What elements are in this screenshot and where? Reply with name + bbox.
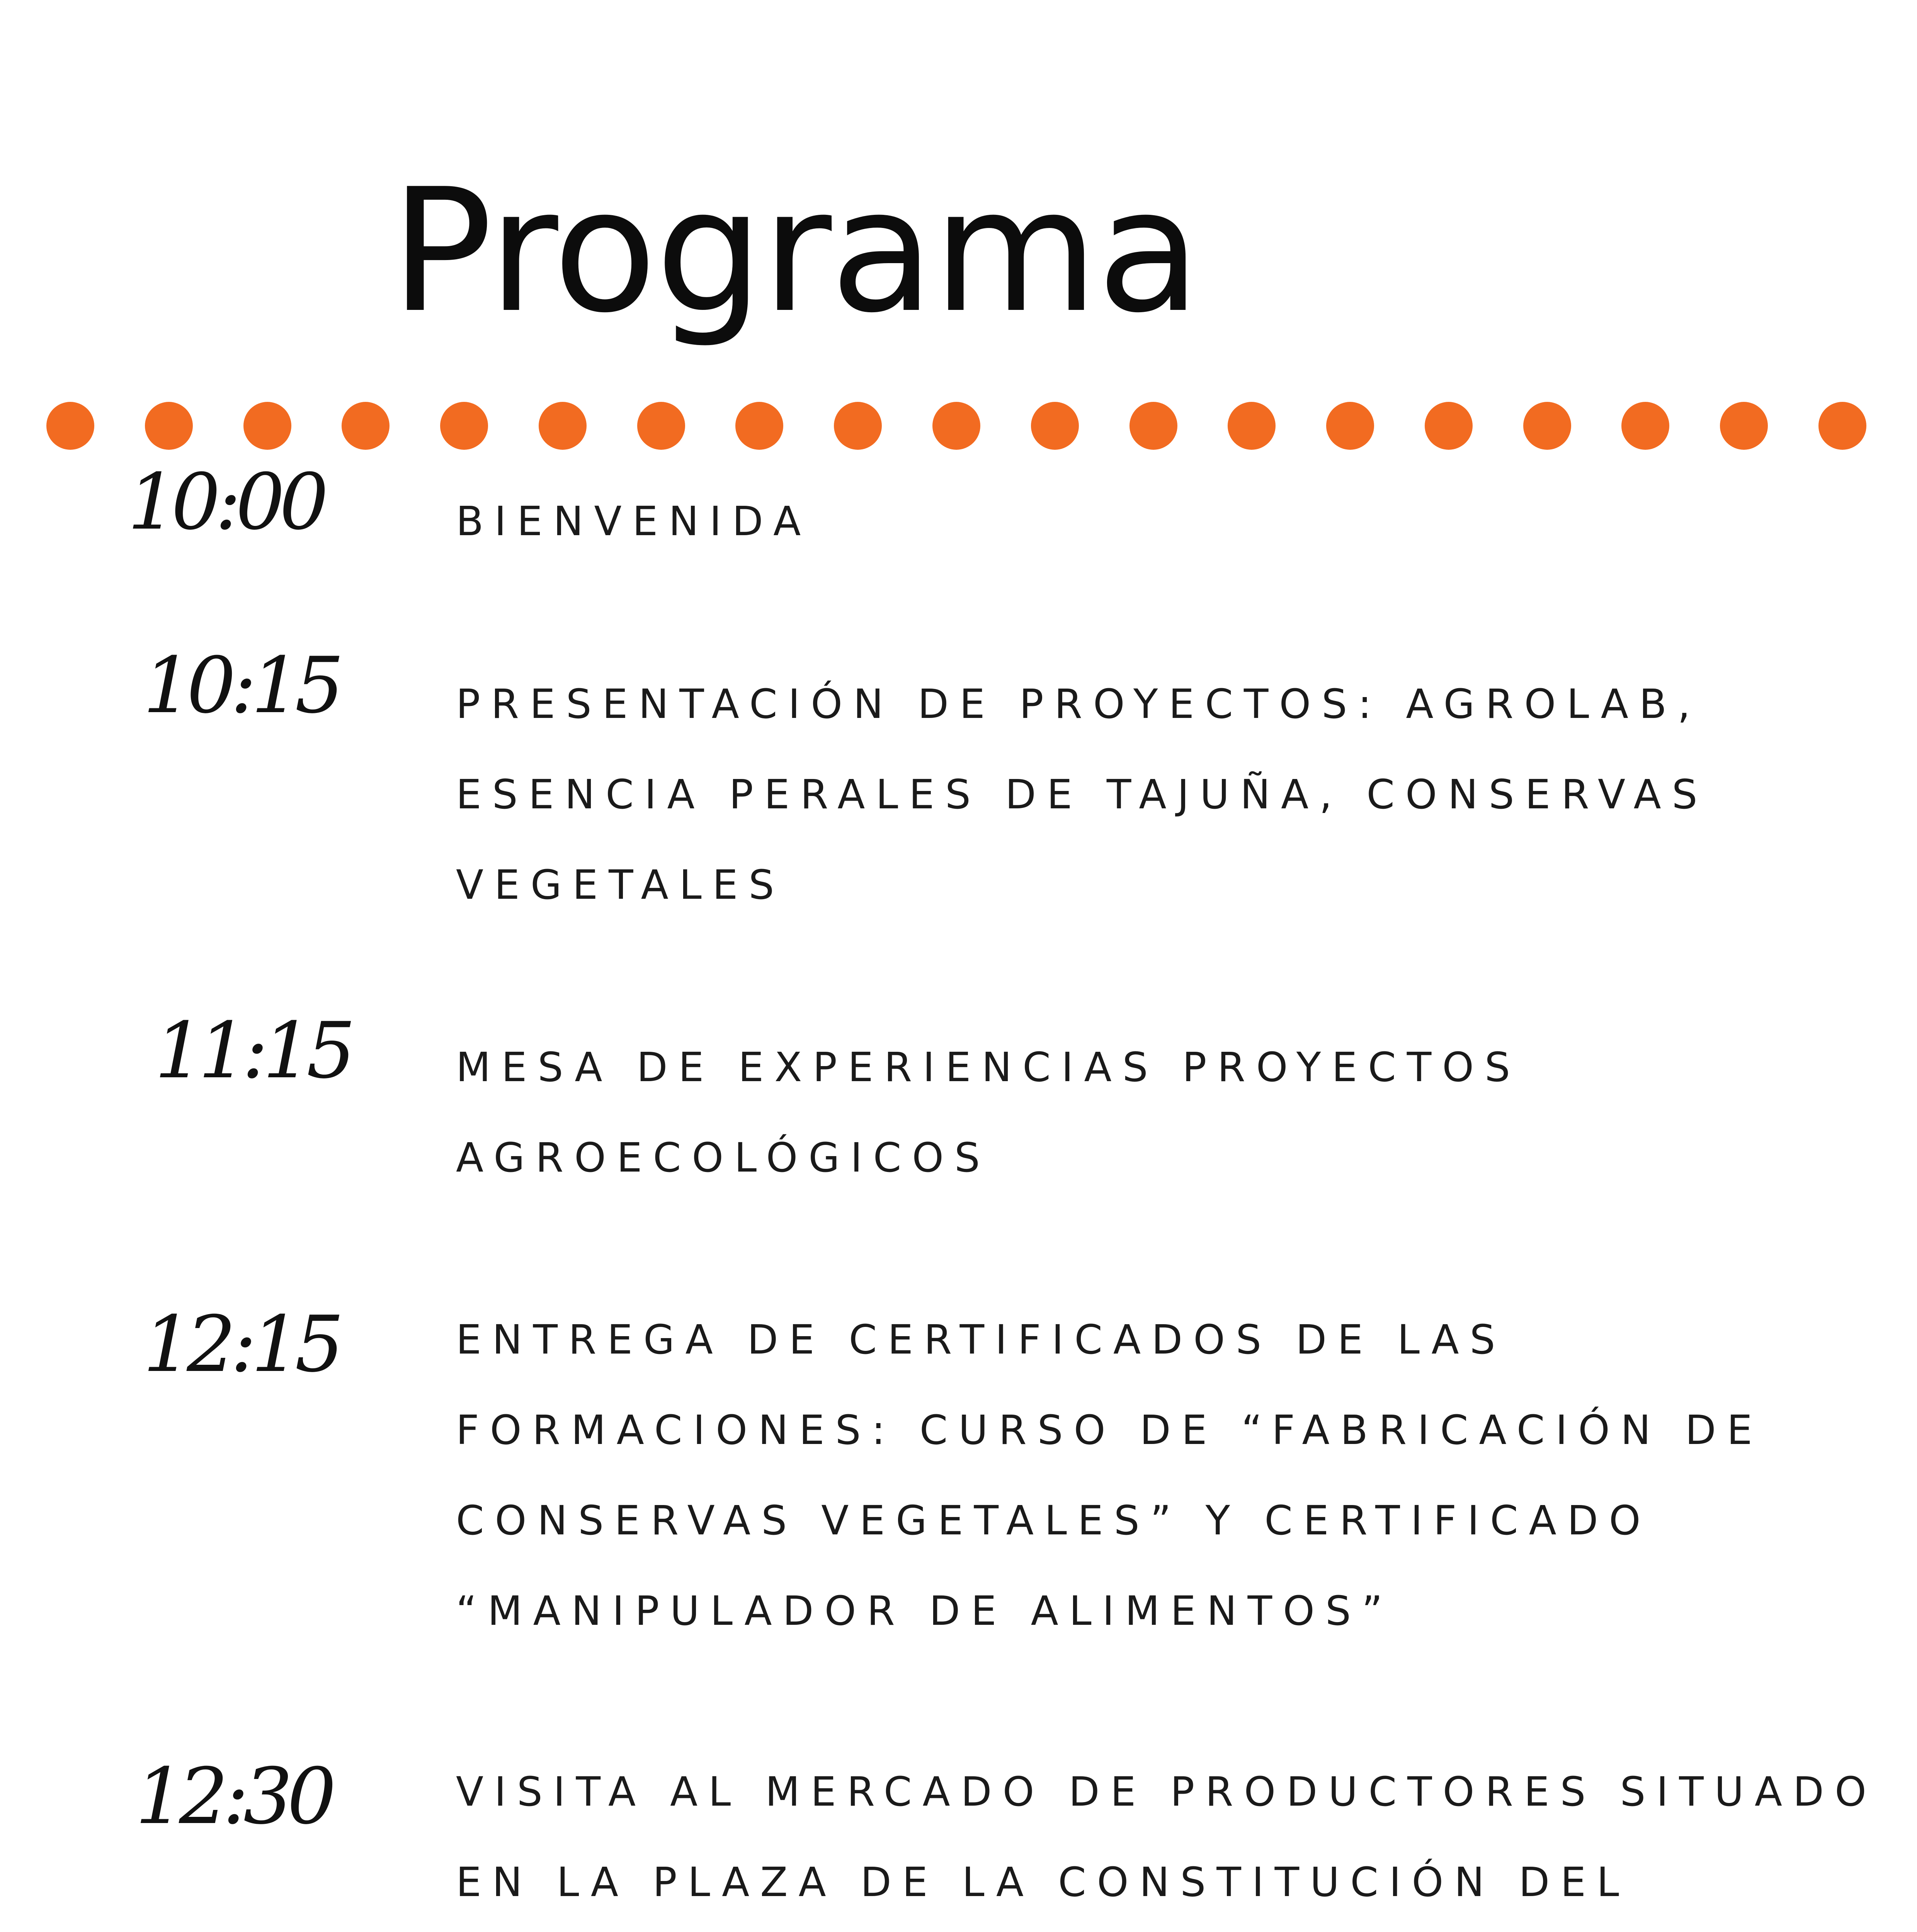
schedule-description xyxy=(456,1294,1763,1656)
divider-dot xyxy=(932,402,980,450)
divider-dot xyxy=(539,402,587,450)
description-line: ENTREGA DE CERTIFICADOS DE LAS xyxy=(456,1316,1506,1363)
schedule-description xyxy=(456,659,1708,930)
dotted-divider xyxy=(46,402,1866,452)
divider-dot xyxy=(735,402,783,450)
divider-dot xyxy=(1228,402,1276,450)
divider-dot xyxy=(1326,402,1374,450)
description-line: PRESENTACIÓN DE PROYECTOS: AGROLAB, xyxy=(456,680,1701,728)
description-line: VEGETALES xyxy=(456,861,785,908)
divider-dot xyxy=(46,402,94,450)
divider-dot xyxy=(145,402,193,450)
divider-dot xyxy=(1031,402,1079,450)
description-line: EN LA PLAZA DE LA CONSTITUCIÓN DEL xyxy=(456,1859,1630,1906)
divider-dot xyxy=(440,402,488,450)
description-line: MESA DE EXPERIENCIAS PROYECTOS xyxy=(456,1044,1521,1091)
divider-dot xyxy=(1818,402,1866,450)
description-line xyxy=(456,1927,1877,1932)
divider-dot xyxy=(637,402,685,450)
schedule-description xyxy=(456,1747,1877,1932)
divider-dot xyxy=(1523,402,1571,450)
divider-dot xyxy=(243,402,291,450)
schedule-description xyxy=(456,1022,1521,1203)
schedule-time: 10:00 xyxy=(128,457,323,547)
description-line: AGROECOLÓGICOS xyxy=(456,1134,991,1181)
description-line: BIENVENIDA xyxy=(456,498,812,545)
description-line: ESENCIA PERALES DE TAJUÑA, CONSERVAS xyxy=(456,771,1708,818)
description-line: FORMACIONES: CURSO DE “FABRICACIÓN DE xyxy=(456,1406,1763,1454)
description-line: “MANIPULADOR DE ALIMENTOS” xyxy=(456,1587,1393,1634)
divider-dot xyxy=(834,402,882,450)
divider-dot xyxy=(1425,402,1473,450)
divider-dot xyxy=(1621,402,1669,450)
divider-dot xyxy=(1129,402,1177,450)
divider-dot xyxy=(1720,402,1768,450)
description-line: CONSERVAS VEGETALES” Y CERTIFICADO xyxy=(456,1497,1652,1544)
page-title: Programa xyxy=(390,152,1200,350)
schedule-time: 10:15 xyxy=(143,641,339,731)
schedule-time: 12:15 xyxy=(143,1299,339,1389)
schedule-description xyxy=(456,476,811,566)
description-line: VISITA AL MERCADO DE PRODUCTORES SITUADO xyxy=(456,1768,1877,1815)
schedule-time: 12:30 xyxy=(135,1752,331,1842)
divider-dot xyxy=(342,402,390,450)
schedule-time: 11:15 xyxy=(155,1006,350,1096)
